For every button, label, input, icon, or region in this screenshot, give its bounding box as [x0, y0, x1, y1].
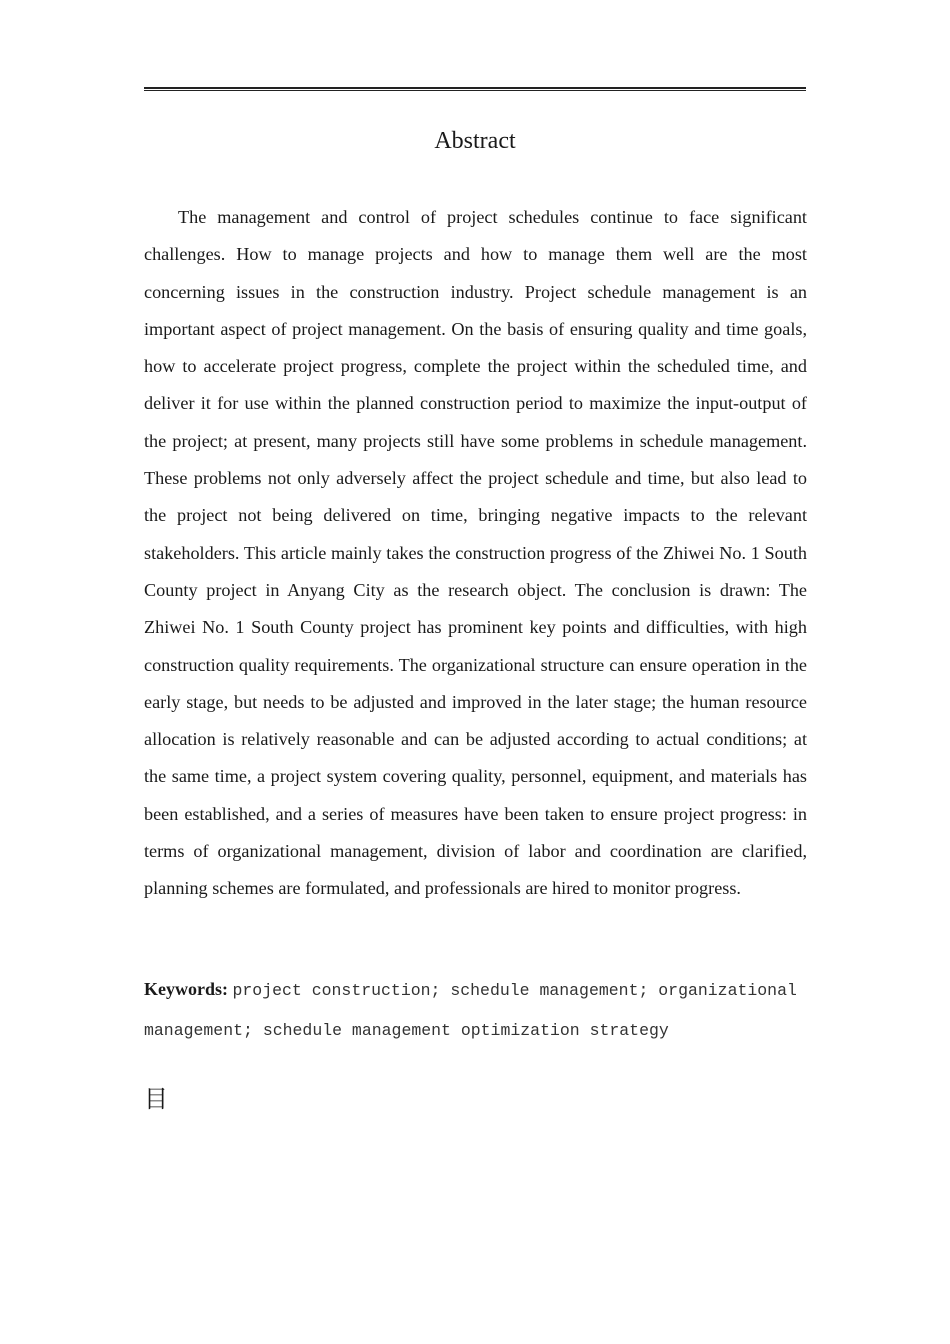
keywords-label: Keywords:	[144, 979, 228, 999]
abstract-title: Abstract	[434, 128, 516, 154]
keywords-section	[144, 970, 807, 1050]
abstract-body: The management and control of project schedules continue to face significant challenges. How to manage projects and how to manage them well are the most concerning issues in the construction industry. Project schedule management is an important aspect of project management. On the basis of ensuring quality and time goals, how to accelerate project progress, complete the project within the scheduled time, and deliver it for use within the planned construction period to maximize the input-output of the project; at present, many projects still have some problems in schedule management. These problems not only adversely affect the project schedule and time, but also lead to the project not being delivered on time, bringing negative impacts to the relevant stakeholders. This article mainly takes the construction progress of the Zhiwei No. 1 South County project in Anyang City as the research object. The conclusion is drawn: The Zhiwei No. 1 South County project has prominent key points and difficulties, with high construction quality requirements. The organizational structure can ensure operation in the early stage, but needs to be adjusted and improved in the later stage; the human resource allocation is relatively reasonable and can be adjusted according to actual conditions; at the same time, a project system covering quality, personnel, equipment, and materials has been established, and a series of measures have been taken to ensure project progress: in terms of organizational management, division of labor and coordination are clarified, planning schemes are formulated, and professionals are hired to monitor progress.	[144, 207, 807, 899]
keywords-text: project construction; schedule management; organizational management; schedule management optimization strategy	[144, 981, 797, 1040]
toc-heading-fragment: 目	[144, 1085, 168, 1113]
header-rule	[144, 87, 806, 91]
